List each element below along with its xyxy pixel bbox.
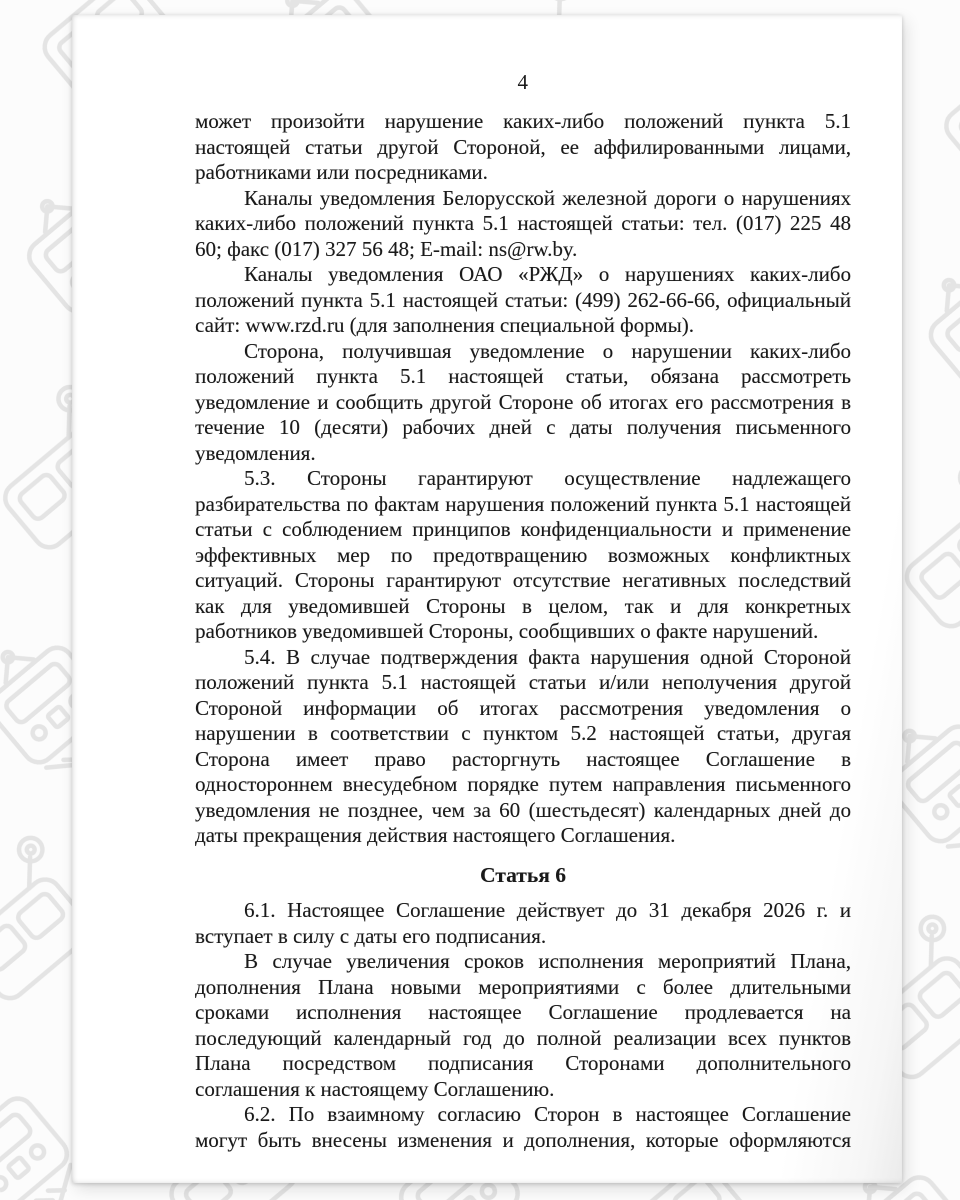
document-body <box>195 109 851 1153</box>
document-paragraph: Каналы уведомления Белорусской железной дороги о нарушениях каких-либо положений пункта 5.1 настоящей статьи: тел. (017) 225 48 60; факс (017) 327 56 48; E-mail: ns@rw.by. <box>195 185 851 261</box>
document-paragraph: В случае увеличения сроков исполнения мероприятий Плана, дополнения Плана новыми мероприятиями с более длительными сроками исполнения настоящее Соглашение продлевается на последующий календарный год до полной реализации всех пунктов Плана посредством подписания Сторонами дополнительного соглашения к настоящему Соглашению. <box>195 949 851 1101</box>
document-paragraph: 5.3. Стороны гарантируют осуществление надлежащего разбирательства по фактам нарушения положений пункта 5.1 настоящей статьи с соблюдением принципов конфиденциальности и применение эффективных мер по предотвращению возможных конфликтных ситуаций. Стороны гарантируют отсутствие негативных последствий как для уведомившей Стороны в целом, так и для конкретных работников уведомившей Стороны, сообщивших о факте нарушений. <box>195 466 851 643</box>
document-paragraph: Сторона, получившая уведомление о нарушении каких-либо положений пункта 5.1 настоящей статьи, обязана рассмотреть уведомление и сообщить другой Стороне об итогах его рассмотрения в течение 10 (десяти) рабочих дней с даты получения письменного уведомления. <box>195 338 851 465</box>
document-paragraph: может произойти нарушение каких-либо положений пункта 5.1 настоящей статьи другой Стороной, ее аффилированными лицами, работниками или посредниками. <box>195 109 851 184</box>
document-paragraph: 6.1. Настоящее Соглашение действует до 31 декабря 2026 г. и вступает в силу с даты его подписания. <box>195 898 851 948</box>
document-paragraph: 5.4. В случае подтверждения факта нарушения одной Стороной положений пункта 5.1 настоящей статьи и/или неполучения другой Стороной информации об итогах рассмотрения уведомления о нарушении в соответствии с пунктом 5.2 настоящей статьи, другая Сторона имеет право расторгнуть настоящее Соглашение в одностороннем внесудебном порядке путем направления письменного уведомления не позднее, чем за 60 (шестьдесят) календарных дней до даты прекращения действия настоящего Соглашения. <box>195 644 851 847</box>
document-page <box>72 15 902 1183</box>
section-heading: Статья 6 <box>480 862 566 887</box>
document-paragraph: Каналы уведомления ОАО «РЖД» о нарушениях каких-либо положений пункта 5.1 настоящей статьи: (499) 262-66-66, официальный сайт: www.rzd.ru (для заполнения специальной формы). <box>195 262 851 337</box>
document-paragraph: 6.2. По взаимному согласию Сторон в настоящее Соглашение могут быть внесены изменения и дополнения, которые оформляются <box>195 1102 851 1152</box>
page-number: 4 <box>517 70 529 94</box>
